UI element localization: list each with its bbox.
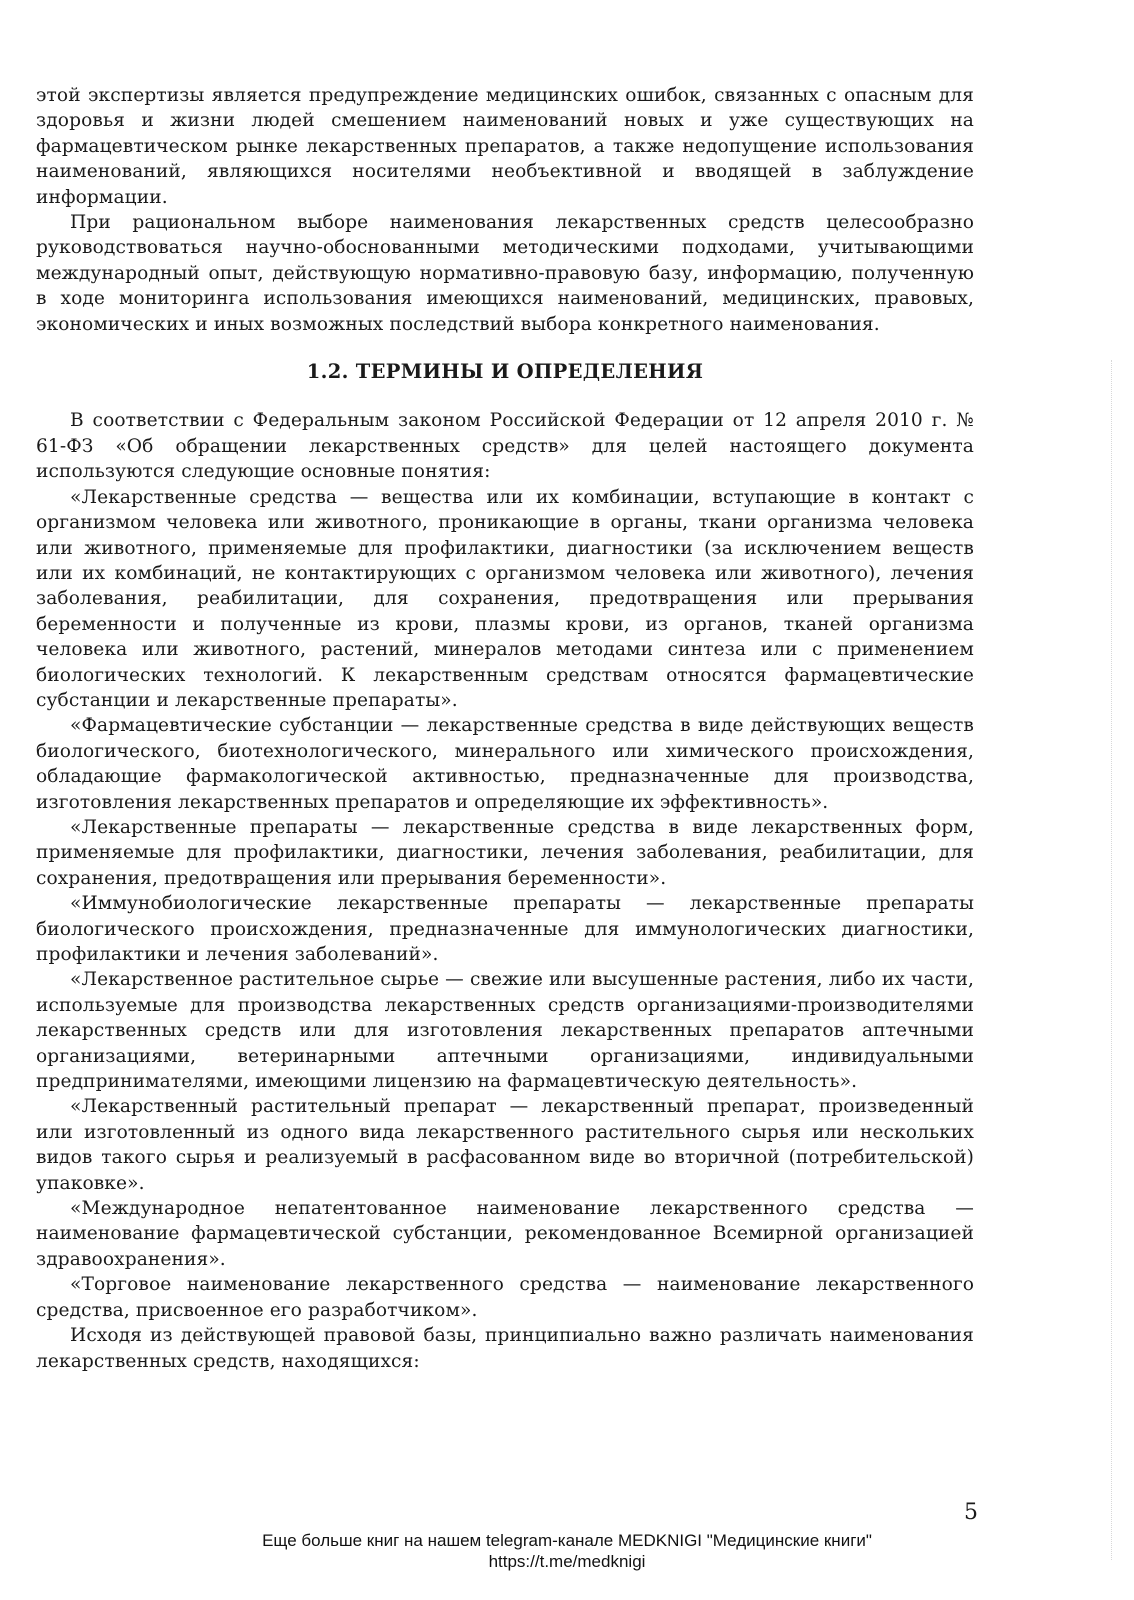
paragraph-def-herbal-preparation: «Лекарственный растительный препарат — лекарственный препарат, произведенный или изготовленный из одного вида лекарственного растительного сырья или нескольких видов такого сырья и реализуемый в расфасованном виде во вторичной (потребительской) упаковке». — [36, 1096, 974, 1194]
paragraph-naming-choice: При рациональном выборе наименования лекарственных средств целесообразно руководствоваться научно-обоснованными методическими подходами, учитывающими международный опыт, действующую нормативно-правовую базу, информацию, полученную в ходе мониторинга использования имеющихся наименований, медицинских, правовых, экономических и иных возможных последствий выбора конкретного наименования. — [36, 212, 974, 335]
paragraph-def-herbal-raw: «Лекарственное растительное сырье — свежие или высушенные растения, либо их части, используемые для производства лекарственных средств организациями-производителями лекарственных средств или для изготовления лекарственных препаратов аптечными организациями, ветеринарными аптечными организациями, индивидуальными предпринимателями, имеющими лицензию на фармацевтическую деятельность». — [36, 969, 974, 1093]
paragraph-def-trade-name: «Торговое наименование лекарственного средства — наименование лекарственного средства, присвоенное его разработчиком». — [36, 1274, 974, 1321]
paragraph-federal-law: В соответствии с Федеральным законом Российской Федерации от 12 апреля 2010 г. № 61-ФЗ «Об обращении лекарственных средств» для целей настоящего документа используются следующие основные понятия: — [36, 410, 974, 483]
page-number: 5 — [964, 1500, 978, 1525]
footer-link[interactable]: https://t.me/medknigi — [488, 1552, 646, 1571]
paragraph-def-immunobiological: «Иммунобиологические лекарственные препараты — лекарственные препараты биологического происхождения, предназначенные для иммунологических диагностики, профилактики и лечения заболеваний». — [36, 893, 974, 965]
paragraph-def-preparations: «Лекарственные препараты — лекарственные средства в виде лекарственных форм, применяемые для профилактики, диагностики, лечения заболевания, реабилитации, для сохранения, предотвращения или прерывания беременности». — [36, 816, 974, 889]
section-heading: 1.2. ТЕРМИНЫ И ОПРЕДЕЛЕНИЯ — [306, 360, 704, 384]
paragraph-def-substances: «Фармацевтические субстанции — лекарственные средства в виде действующих веществ биологического, биотехнологического, минерального или химического происхождения, обладающие фармакологической активностью, предназначенные для производства, изготовления лекарственных препаратов и определяющие их эффективность». — [36, 715, 974, 813]
paragraph-def-medicines: «Лекарственные средства — вещества или их комбинации, вступающие в контакт с организмом человека или животного, проникающие в органы, ткани организма человека или животного, применяемые для профилактики, диагностики (за исключением веществ или их комбинаций, не контактирующих с организмом человека или животного), лечения заболевания, реабилитации, для сохранения, предотвращения или прерывания беременности и полученные из крови, плазмы крови, из органов, тканей организма человека или животного, растений, минералов методами синтеза или с применением биологических технологий. К лекарственным средствам относятся фармацевтические субстанции и лекарственные препараты». — [36, 486, 974, 711]
footer-line-channel: Еще больше книг на нашем telegram-канале MEDKNIGI "Медицинские книги" — [262, 1531, 872, 1550]
footer-note — [0, 1530, 1134, 1572]
paragraph-def-inn: «Международное непатентованное наименование лекарственного средства — наименование фармацевтической субстанции, рекомендованное Всемирной организацией здравоохранения». — [36, 1198, 974, 1270]
paragraph-intro: этой экспертизы является предупреждение медицинских ошибок, связанных с опасным для здоровья и жизни людей смешением наименований новых и уже существующих на фармацевтическом рынке лекарственных препаратов, а также недопущение использования наименований, являющихся носителями необъективной и вводящей в заблуждение информации. — [36, 85, 974, 208]
scan-edge-artifact — [1111, 360, 1116, 1560]
paragraph-legal-basis: Исходя из действующей правовой базы, принципиально важно различать наименования лекарственных средств, находящихся: — [36, 1325, 974, 1372]
body-text — [36, 83, 974, 1374]
